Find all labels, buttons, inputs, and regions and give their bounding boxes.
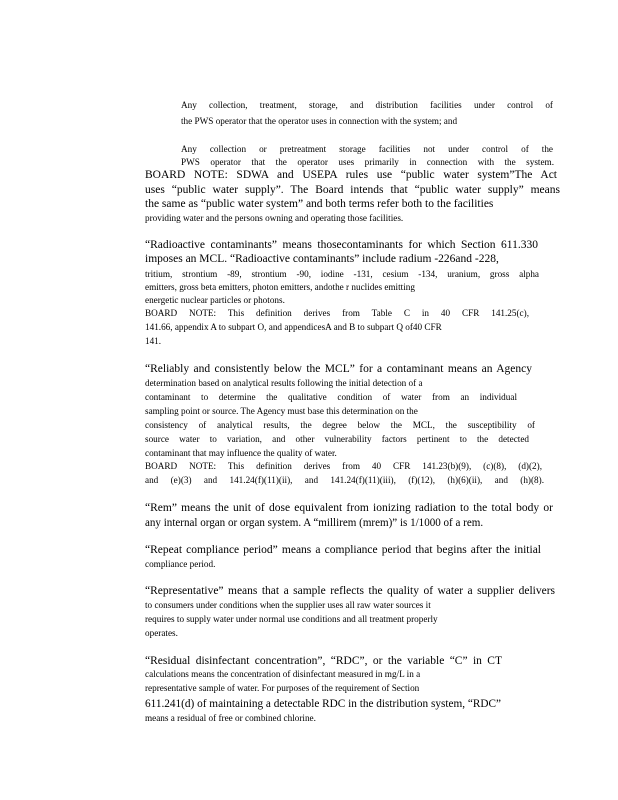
- text-line: “Radioactive contaminants” means thosecontaminants for which Section 611.330: [145, 239, 538, 251]
- text-line: “Residual disinfectant concentration”, “RDC”, or the variable “C” in CT: [145, 655, 502, 667]
- text-line: contaminant that may influence the quality of water.: [145, 448, 337, 458]
- text-line: 141.: [145, 336, 161, 346]
- text-line: tritium, strontium -89, strontium -90, iodine -131, cesium -134, uranium, gross alpha: [145, 269, 539, 279]
- text-line: providing water and the persons owning and operating those facilities.: [145, 213, 404, 223]
- text-line: the PWS operator that the operator uses in connection with the system; and: [181, 116, 458, 126]
- text-line: consistency of analytical results, the degree below the MCL, the susceptibility of: [145, 420, 535, 430]
- text-line: Any collection, treatment, storage, and distribution facilities under control of: [181, 100, 553, 110]
- text-line: imposes an MCL. “Radioactive contaminants” include radium -226and -228,: [145, 253, 499, 265]
- text-line: BOARD NOTE: This definition derives from 40 CFR 141.23(b)(9), (c)(8), (d)(2),: [145, 461, 542, 471]
- text-line: energetic nuclear particles or photons.: [145, 295, 285, 305]
- text-line: requires to supply water under normal use conditions and all treatment properly: [145, 614, 438, 624]
- text-line: calculations means the concentration of disinfectant measured in mg/L in a: [145, 669, 421, 679]
- text-line: 611.241(d) of maintaining a detectable RDC in the distribution system, “RDC”: [145, 698, 502, 710]
- text-line: means a residual of free or combined chlorine.: [145, 713, 316, 723]
- text-line: and (e)(3) and 141.24(f)(11)(ii), and 141.24(f)(11)(iii), (f)(12), (h)(6)(ii), and (h)(8).: [145, 475, 544, 485]
- text-line: 141.66, appendix A to subpart O, and appendicesA and B to subpart Q of40 CFR: [145, 322, 442, 332]
- text-line: BOARD NOTE: SDWA and USEPA rules use “public water system”The Act: [145, 169, 557, 181]
- text-line: compliance period.: [145, 559, 216, 569]
- text-line: source water to variation, and other vulnerability factors pertinent to the detected: [145, 434, 529, 444]
- text-line: determination based on analytical results following the initial detection of a: [145, 378, 423, 388]
- text-line: any internal organ or organ system. A “millirem (mrem)” is 1/1000 of a rem.: [145, 517, 484, 529]
- text-line: operates.: [145, 628, 178, 638]
- text-line: BOARD NOTE: This definition derives from Table C in 40 CFR 141.25(c),: [145, 308, 529, 318]
- text-line: “Reliably and consistently below the MCL” for a contaminant means an Agency: [145, 363, 532, 375]
- text-line: Any collection or pretreatment storage facilities not under control of the: [181, 144, 553, 154]
- text-line: “Repeat compliance period” means a compliance period that begins after the initial: [145, 544, 541, 556]
- text-line: contaminant to determine the qualitative condition of water from an individual: [145, 392, 517, 402]
- text-line: emitters, gross beta emitters, photon emitters, andothe r nuclides emitting: [145, 282, 415, 292]
- text-line: to consumers under conditions when the supplier uses all raw water sources it: [145, 600, 431, 610]
- text-line: “Representative” means that a sample reflects the quality of water a supplier delivers: [145, 585, 555, 597]
- text-line: representative sample of water. For purposes of the requirement of Section: [145, 683, 420, 693]
- text-line: PWS operator that the operator uses primarily in connection with the system.: [181, 157, 554, 167]
- text-line: “Rem” means the unit of dose equivalent from ionizing radiation to the total body or: [145, 502, 553, 514]
- text-line: uses “public water supply”. The Board intends that “public water supply” means: [145, 184, 560, 196]
- text-line: sampling point or source. The Agency must base this determination on the: [145, 406, 418, 416]
- text-line: the same as “public water system” and both terms refer both to the facilities: [145, 198, 494, 210]
